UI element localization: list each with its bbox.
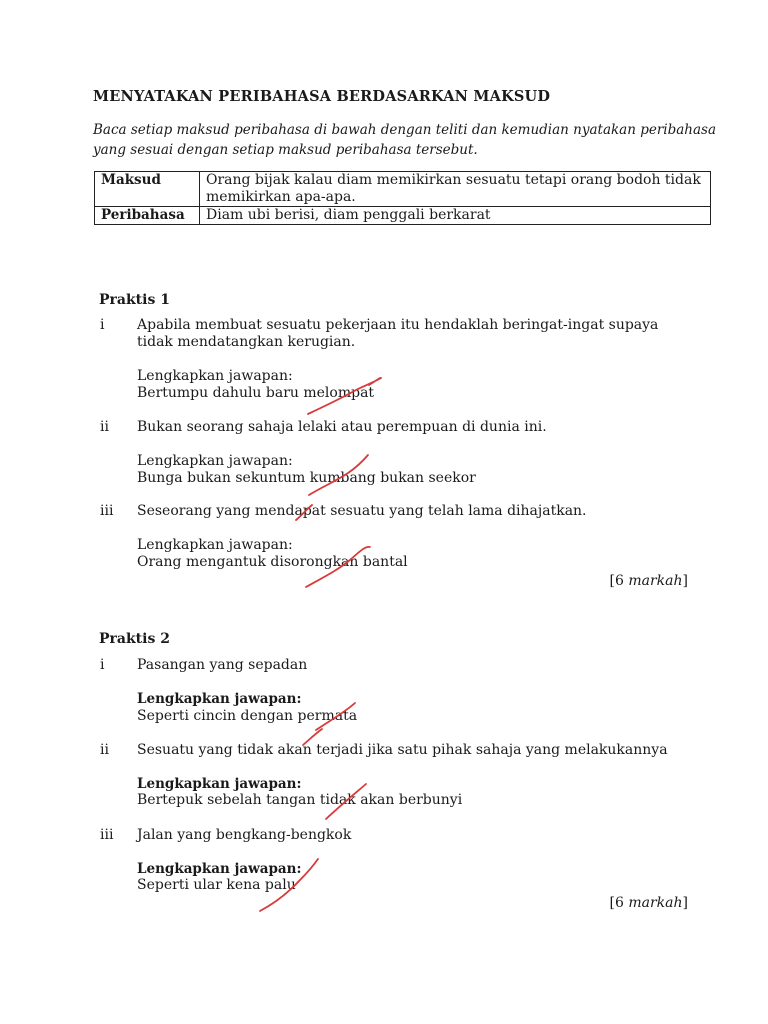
question-number: ii: [100, 742, 109, 758]
praktis-2-heading: Praktis 2: [99, 631, 170, 647]
check-mark-icon: [306, 547, 370, 587]
answer-text: Bunga bukan sekuntum kumbang bukan seekor: [137, 470, 476, 486]
peribahasa-value: Diam ubi berisi, diam penggali berkarat: [200, 207, 711, 225]
page-title: MENYATAKAN PERIBAHASA BERDASARKAN MAKSUD: [93, 88, 551, 105]
question-number: iii: [100, 503, 114, 519]
question-text: Seseorang yang mendapat sesuatu yang telah lama dihajatkan.: [137, 503, 587, 519]
question-text: Bukan seorang sahaja lelaki atau perempuan di dunia ini.: [137, 419, 547, 435]
answer-label: Lengkapkan jawapan:: [137, 537, 293, 553]
check-mark-icon: [296, 505, 312, 520]
marks-open: [6: [609, 895, 629, 911]
check-mark-icon: [260, 859, 318, 911]
maksud-value-line-1: Orang bijak kalau diam memikirkan sesuatu tetapi orang bodoh tidak: [206, 172, 701, 188]
marks-word: markah: [628, 573, 683, 589]
question-number: ii: [100, 419, 109, 435]
praktis-1-heading: Praktis 1: [99, 292, 170, 308]
maksud-label: Maksud: [95, 172, 200, 207]
marks-close: ]: [682, 895, 688, 911]
answer-label: Lengkapkan jawapan:: [137, 861, 302, 877]
marks-close: ]: [682, 573, 688, 589]
marks-word: markah: [628, 895, 683, 911]
instructions-line-2: yang sesuai dengan setiap maksud peribahasa tersebut.: [93, 142, 478, 158]
question-text: Sesuatu yang tidak akan terjadi jika satu pihak sahaja yang melakukannya: [137, 742, 668, 758]
answer-text: Bertumpu dahulu baru melompat: [137, 385, 375, 401]
question-number: iii: [100, 827, 114, 843]
answer-label: Lengkapkan jawapan:: [137, 691, 302, 707]
marks-open: [6: [609, 573, 629, 589]
answer-text: Seperti ular kena palu: [137, 877, 296, 893]
peribahasa-label: Peribahasa: [95, 207, 200, 225]
answer-text: Seperti cincin dengan permata: [137, 708, 358, 724]
instructions-line-1: Baca setiap maksud peribahasa di bawah dengan teliti dan kemudian nyatakan peribahasa: [93, 122, 717, 138]
check-mark-icon: [309, 455, 368, 495]
check-mark-icon: [303, 703, 355, 745]
answer-label: Lengkapkan jawapan:: [137, 453, 293, 469]
maksud-value-line-2: memikirkan apa-apa.: [206, 189, 356, 205]
answer-text: Bertepuk sebelah tangan tidak akan berbunyi: [137, 792, 463, 808]
answer-text: Orang mengantuk disorongkan bantal: [137, 554, 408, 570]
question-number: i: [100, 317, 105, 333]
check-mark-icon: [326, 784, 366, 819]
check-mark-icon: [308, 378, 381, 414]
question-text-line-2: tidak mendatangkan kerugian.: [137, 334, 356, 350]
question-text: Pasangan yang sepadan: [137, 657, 308, 673]
question-text: Jalan yang bengkang-bengkok: [137, 827, 352, 843]
answer-label: Lengkapkan jawapan:: [137, 776, 302, 792]
question-text-line-1: Apabila membuat sesuatu pekerjaan itu hendaklah beringat-ingat supaya: [137, 317, 659, 333]
answer-label: Lengkapkan jawapan:: [137, 368, 293, 384]
question-number: i: [100, 657, 105, 673]
